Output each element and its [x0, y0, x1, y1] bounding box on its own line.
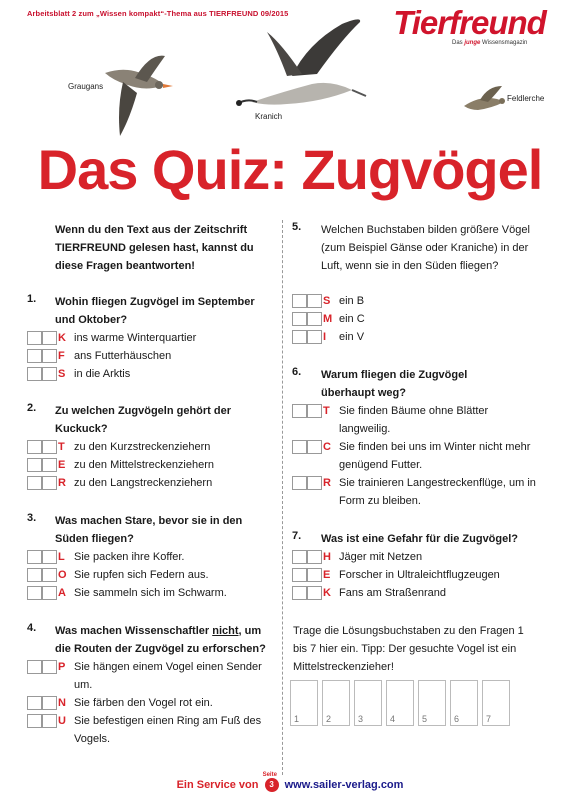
- tierfreund-logo: [382, 6, 557, 48]
- feldlerche-illustration: [462, 84, 507, 116]
- option-text: zu den Langstreckenziehern: [74, 477, 213, 489]
- option[interactable]: [292, 566, 552, 584]
- option-letter: T: [323, 405, 330, 417]
- option-text: Sie finden bei uns im Winter nicht mehr genügend Futter.: [339, 441, 531, 471]
- option-text: Sie trainieren Langestreckenflüge, um in Form zu bleiben.: [339, 477, 536, 507]
- answer-box[interactable]: [354, 680, 382, 726]
- answer-number: 5: [422, 714, 428, 724]
- column-divider: [282, 220, 283, 775]
- checkbox[interactable]: [292, 330, 307, 344]
- question-4: [27, 622, 277, 752]
- question-5: [292, 221, 562, 351]
- checkbox[interactable]: [27, 586, 42, 600]
- option-letter: F: [58, 350, 65, 362]
- checkbox[interactable]: [42, 550, 57, 564]
- option[interactable]: [27, 566, 287, 584]
- option-text: ein V: [339, 331, 365, 343]
- footer-prefix: Ein Service von: [176, 778, 259, 791]
- answer-box[interactable]: [450, 680, 478, 726]
- option[interactable]: [292, 584, 552, 602]
- question-text: Warum fliegen die Zugvögel überhaupt weg?: [321, 369, 468, 399]
- page-number: 3: [269, 780, 274, 789]
- checkbox[interactable]: [42, 440, 57, 454]
- option-letter: K: [58, 332, 66, 344]
- question-number: 2.: [27, 402, 37, 414]
- option[interactable]: [27, 584, 287, 602]
- footer: [0, 772, 580, 792]
- question-text-part: , um die Routen der Zugvögel zu erforschen?: [55, 625, 266, 655]
- checkbox[interactable]: [42, 476, 57, 490]
- option-letter: T: [58, 441, 65, 453]
- option[interactable]: [27, 456, 287, 474]
- answer-box[interactable]: [482, 680, 510, 726]
- checkbox[interactable]: [42, 367, 57, 381]
- checkbox[interactable]: [307, 294, 322, 308]
- option-text: in die Arktis: [74, 368, 131, 380]
- checkbox[interactable]: [27, 550, 42, 564]
- logo-title: Tierfreund: [393, 4, 546, 41]
- option[interactable]: [292, 548, 552, 566]
- checkbox[interactable]: [27, 331, 42, 345]
- option-letter: E: [58, 459, 66, 471]
- checkbox[interactable]: [292, 550, 307, 564]
- question-number: 6.: [292, 366, 302, 378]
- label-kranich: Kranich: [255, 112, 283, 121]
- question-text: [55, 622, 273, 658]
- checkbox[interactable]: [307, 404, 322, 418]
- option[interactable]: [292, 328, 552, 346]
- graugans-illustration: [95, 48, 185, 143]
- option-letter: A: [58, 587, 66, 599]
- checkbox[interactable]: [27, 476, 42, 490]
- checkbox[interactable]: [42, 568, 57, 582]
- option-letter: H: [323, 551, 331, 563]
- answer-box[interactable]: [418, 680, 446, 726]
- checkbox[interactable]: [27, 714, 42, 728]
- checkbox[interactable]: [292, 312, 307, 326]
- footer-url-link[interactable]: www.sailer-verlag.com: [284, 778, 404, 791]
- question-7: [292, 530, 562, 610]
- option-text: ein B: [339, 295, 365, 307]
- checkbox[interactable]: [27, 458, 42, 472]
- question-3: [27, 512, 277, 602]
- option[interactable]: [292, 402, 552, 435]
- page-number-badge: [262, 772, 279, 792]
- page-label: Seite: [262, 772, 277, 778]
- answer-number: 7: [486, 714, 492, 724]
- question-text-part: Was machen Wissenschaftler: [55, 625, 213, 637]
- checkbox[interactable]: [42, 696, 57, 710]
- logo-subtitle: [452, 40, 527, 46]
- checkbox[interactable]: [42, 714, 57, 728]
- option[interactable]: [27, 347, 287, 365]
- answer-number: 6: [454, 714, 460, 724]
- option-text: zu den Mittelstreckenziehern: [74, 459, 215, 471]
- answer-box[interactable]: [322, 680, 350, 726]
- label-graugans: Graugans: [68, 82, 104, 91]
- option[interactable]: [27, 548, 287, 566]
- option-letter: P: [58, 661, 66, 673]
- option[interactable]: [27, 658, 287, 691]
- option[interactable]: [292, 474, 552, 507]
- page-title: Das Quiz: Zugvögel: [37, 138, 543, 201]
- option-text: ins warme Winterquartier: [74, 332, 197, 344]
- option-letter: S: [323, 295, 331, 307]
- option-text: Sie befestigen einen Ring am Fuß des Vogels.: [74, 715, 262, 745]
- checkbox[interactable]: [292, 294, 307, 308]
- question-text-underlined: nicht: [212, 625, 239, 637]
- option-text: Fans am Straßenrand: [339, 587, 446, 599]
- answer-boxes: [290, 680, 530, 724]
- option-letter: K: [323, 587, 331, 599]
- logo-sub-emph: junge: [464, 40, 481, 46]
- checkbox[interactable]: [292, 568, 307, 582]
- option[interactable]: [27, 694, 287, 712]
- option-text: Forscher in Ultraleichtflugzeugen: [339, 569, 500, 581]
- option[interactable]: [292, 292, 552, 310]
- answer-number: 1: [294, 714, 300, 724]
- option-text: Sie hängen einem Vogel einen Sender um.: [74, 661, 262, 691]
- answer-number: 4: [390, 714, 396, 724]
- question-2: [27, 402, 277, 492]
- option-text: Sie rupfen sich Federn aus.: [74, 569, 209, 581]
- option[interactable]: [27, 712, 287, 745]
- option-letter: I: [323, 331, 327, 343]
- checkbox[interactable]: [27, 349, 42, 363]
- option[interactable]: [27, 438, 287, 456]
- checkbox[interactable]: [307, 550, 322, 564]
- option-letter: C: [323, 441, 331, 453]
- checkbox[interactable]: [292, 440, 307, 454]
- option-letter: R: [323, 477, 331, 489]
- option-text: Sie färben den Vogel rot ein.: [74, 697, 213, 709]
- option-text: ans Futterhäuschen: [74, 350, 172, 362]
- question-1: [27, 293, 277, 383]
- option-letter: N: [58, 697, 66, 709]
- question-text: Wohin fliegen Zugvögel im September und Oktober?: [55, 296, 255, 326]
- checkbox[interactable]: [292, 476, 307, 490]
- checkbox[interactable]: [27, 696, 42, 710]
- logo-sub-suffix: Wissensmagazin: [480, 40, 528, 46]
- answer-number: 2: [326, 714, 332, 724]
- answer-box[interactable]: [386, 680, 414, 726]
- logo-sub-prefix: Das: [452, 40, 465, 46]
- kranich-illustration: [232, 14, 367, 114]
- checkbox[interactable]: [307, 586, 322, 600]
- option[interactable]: [292, 310, 552, 328]
- option-letter: S: [58, 368, 66, 380]
- option-text: Sie sammeln sich im Schwarm.: [74, 587, 227, 599]
- option-letter: U: [58, 715, 66, 727]
- option-text: ein C: [339, 313, 365, 325]
- question-text: Zu welchen Zugvögeln gehört der Kuckuck?: [55, 405, 232, 435]
- question-text: Was machen Stare, bevor sie in den Süden fliegen?: [55, 515, 243, 545]
- final-instruction: Trage die Lösungsbuchstaben zu den Fragen 1 bis 7 hier ein. Tipp: Der gesuchte Vogel ist ein Mittelstreckenzieher!: [293, 625, 524, 673]
- option[interactable]: [27, 329, 287, 347]
- checkbox[interactable]: [307, 312, 322, 326]
- checkbox[interactable]: [307, 476, 322, 490]
- question-text: Was ist eine Gefahr für die Zugvögel?: [321, 533, 519, 545]
- intro-text: Wenn du den Text aus der Zeitschrift TIERFREUND gelesen hast, kannst du diese Fragen beantworten!: [55, 224, 254, 272]
- answer-number: 3: [358, 714, 364, 724]
- checkbox[interactable]: [27, 367, 42, 381]
- checkbox[interactable]: [307, 440, 322, 454]
- option-letter: L: [58, 551, 65, 563]
- question-6: [292, 366, 562, 516]
- question-number: 7.: [292, 530, 302, 542]
- checkbox[interactable]: [307, 568, 322, 582]
- checkbox[interactable]: [42, 331, 57, 345]
- answer-box[interactable]: [290, 680, 318, 726]
- header-note: Arbeitsblatt 2 zum „Wissen kompakt“-Thema aus TIERFREUND 09/2015: [27, 9, 289, 18]
- option[interactable]: [27, 474, 287, 492]
- option-letter: O: [58, 569, 67, 581]
- question-number: 5.: [292, 221, 302, 233]
- question-number: 3.: [27, 512, 37, 524]
- option-letter: R: [58, 477, 66, 489]
- option-text: zu den Kurzstreckenziehern: [74, 441, 211, 453]
- checkbox[interactable]: [292, 404, 307, 418]
- option-text: Sie packen ihre Koffer.: [74, 551, 185, 563]
- checkbox[interactable]: [307, 330, 322, 344]
- checkbox[interactable]: [42, 586, 57, 600]
- option[interactable]: [27, 365, 287, 383]
- option-text: Sie finden Bäume ohne Blätter langweilig.: [339, 405, 489, 435]
- checkbox[interactable]: [27, 568, 42, 582]
- option-text: Jäger mit Netzen: [339, 551, 423, 563]
- label-feldlerche: Feldlerche: [507, 94, 545, 103]
- checkbox[interactable]: [27, 440, 42, 454]
- question-number: 4.: [27, 622, 37, 634]
- checkbox[interactable]: [42, 660, 57, 674]
- checkbox[interactable]: [42, 458, 57, 472]
- question-text: Welchen Buchstaben bilden größere Vögel (zum Beispiel Gänse oder Kraniche) in der Luft, wenn sie in den Süden fliegen?: [321, 224, 530, 272]
- question-number: 1.: [27, 293, 37, 305]
- option[interactable]: [292, 438, 552, 471]
- checkbox[interactable]: [42, 349, 57, 363]
- option-letter: M: [323, 313, 333, 325]
- checkbox[interactable]: [27, 660, 42, 674]
- option-letter: E: [323, 569, 331, 581]
- checkbox[interactable]: [292, 586, 307, 600]
